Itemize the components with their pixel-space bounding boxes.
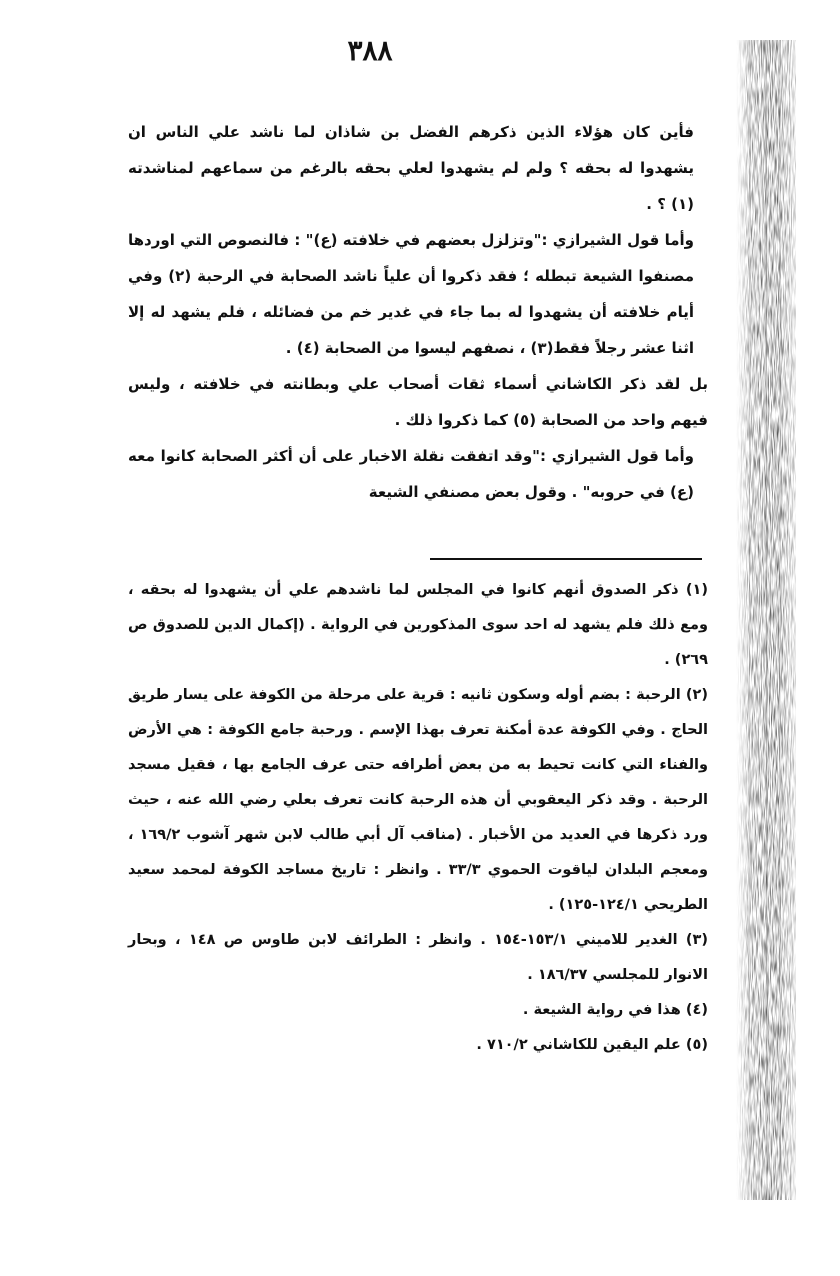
main-text — [128, 114, 708, 510]
footnotes — [128, 573, 708, 1063]
footnote: (٣) الغدير للاميني ١٥٣/١-١٥٤ . وانظر : الطرائف لابن طاوس ص ١٤٨ ، وبحار الانوار للمجلسي ١٨٦/٣٧ . — [128, 932, 708, 983]
body-paragraph: وأما قول الشيرازي :"وتزلزل بعضهم في خلافته (ع)" : فالنصوص التي اوردها مصنفوا الشيعة تبطله ؛ فقد ذكروا أن علياً ناشد الصحابة في الرحبة (٢) وفي أيام خلافته أن يشهدوا له بما جاء في غدير خم من فضائله ، فلم يشهد له إلا اثنا عشر رجلاً فقط(٣) ، نصفهم ليسوا من الصحابة (٤) . — [128, 231, 694, 357]
footnote: (١) ذكر الصدوق أنهم كانوا في المجلس لما ناشدهم علي أن يشهدوا له بحقه ، ومع ذلك فلم يشهد له احد سوى المذكورين في الرواية . (إكمال الدين للصدوق ص ٢٦٩) . — [128, 582, 708, 668]
page-number: ٣٨٨ — [347, 34, 393, 67]
footnote: (٢) الرحبة : بضم أوله وسكون ثانيه : قرية على مرحلة من الكوفة على يسار طريق الحاج . وفي الكوفة عدة أمكنة تعرف بهذا الإسم . ورحبة جامع الكوفة : هي الأرض والفناء التي كانت تحيط به من بعض أطرافه حتى عرف الجامع بها ، فقيل مسجد الرحبة . وقد ذكر اليعقوبي أن هذه الرحبة كانت تعرف بعلي رضي الله عنه ، حيث ورد ذكرها في العديد من الأخبار . (مناقب آل أبي طالب لابن شهر آشوب ١٦٩/٢ ، ومعجم البلدان لياقوت الحموي ٣٣/٣ . وانظر : تاريخ مساجد الكوفة لمحمد سعيد الطريحي ١٢٤/١-١٢٥) . — [128, 687, 709, 913]
footnote: (٤) هذا في رواية الشيعة . — [522, 1002, 708, 1018]
footnote-divider — [430, 558, 702, 560]
body-paragraph: وأما قول الشيرازي :"وقد اتفقت نقلة الاخبار على أن أكثر الصحابة كانوا معه (ع) في حروبه" . وقول بعض مصنفي الشيعة — [128, 447, 694, 501]
body-paragraph: بل لقد ذكر الكاشاني أسماء ثقات أصحاب علي وبطانته في خلافته ، وليس فيهم واحد من الصحابة (٥) كما ذكروا ذلك . — [128, 375, 708, 429]
body-paragraph: فأين كان هؤلاء الذين ذكرهم الفضل بن شاذان لما ناشد علي الناس ان يشهدوا له بحقه ؟ ولم لم يشهدوا لعلي بحقه بالرغم من سماعهم لمناشدته (١) ؟ . — [128, 123, 694, 213]
scan-edge-noise — [736, 40, 796, 1200]
footnote: (٥) علم اليقين للكاشاني ٧١٠/٢ . — [476, 1037, 708, 1053]
